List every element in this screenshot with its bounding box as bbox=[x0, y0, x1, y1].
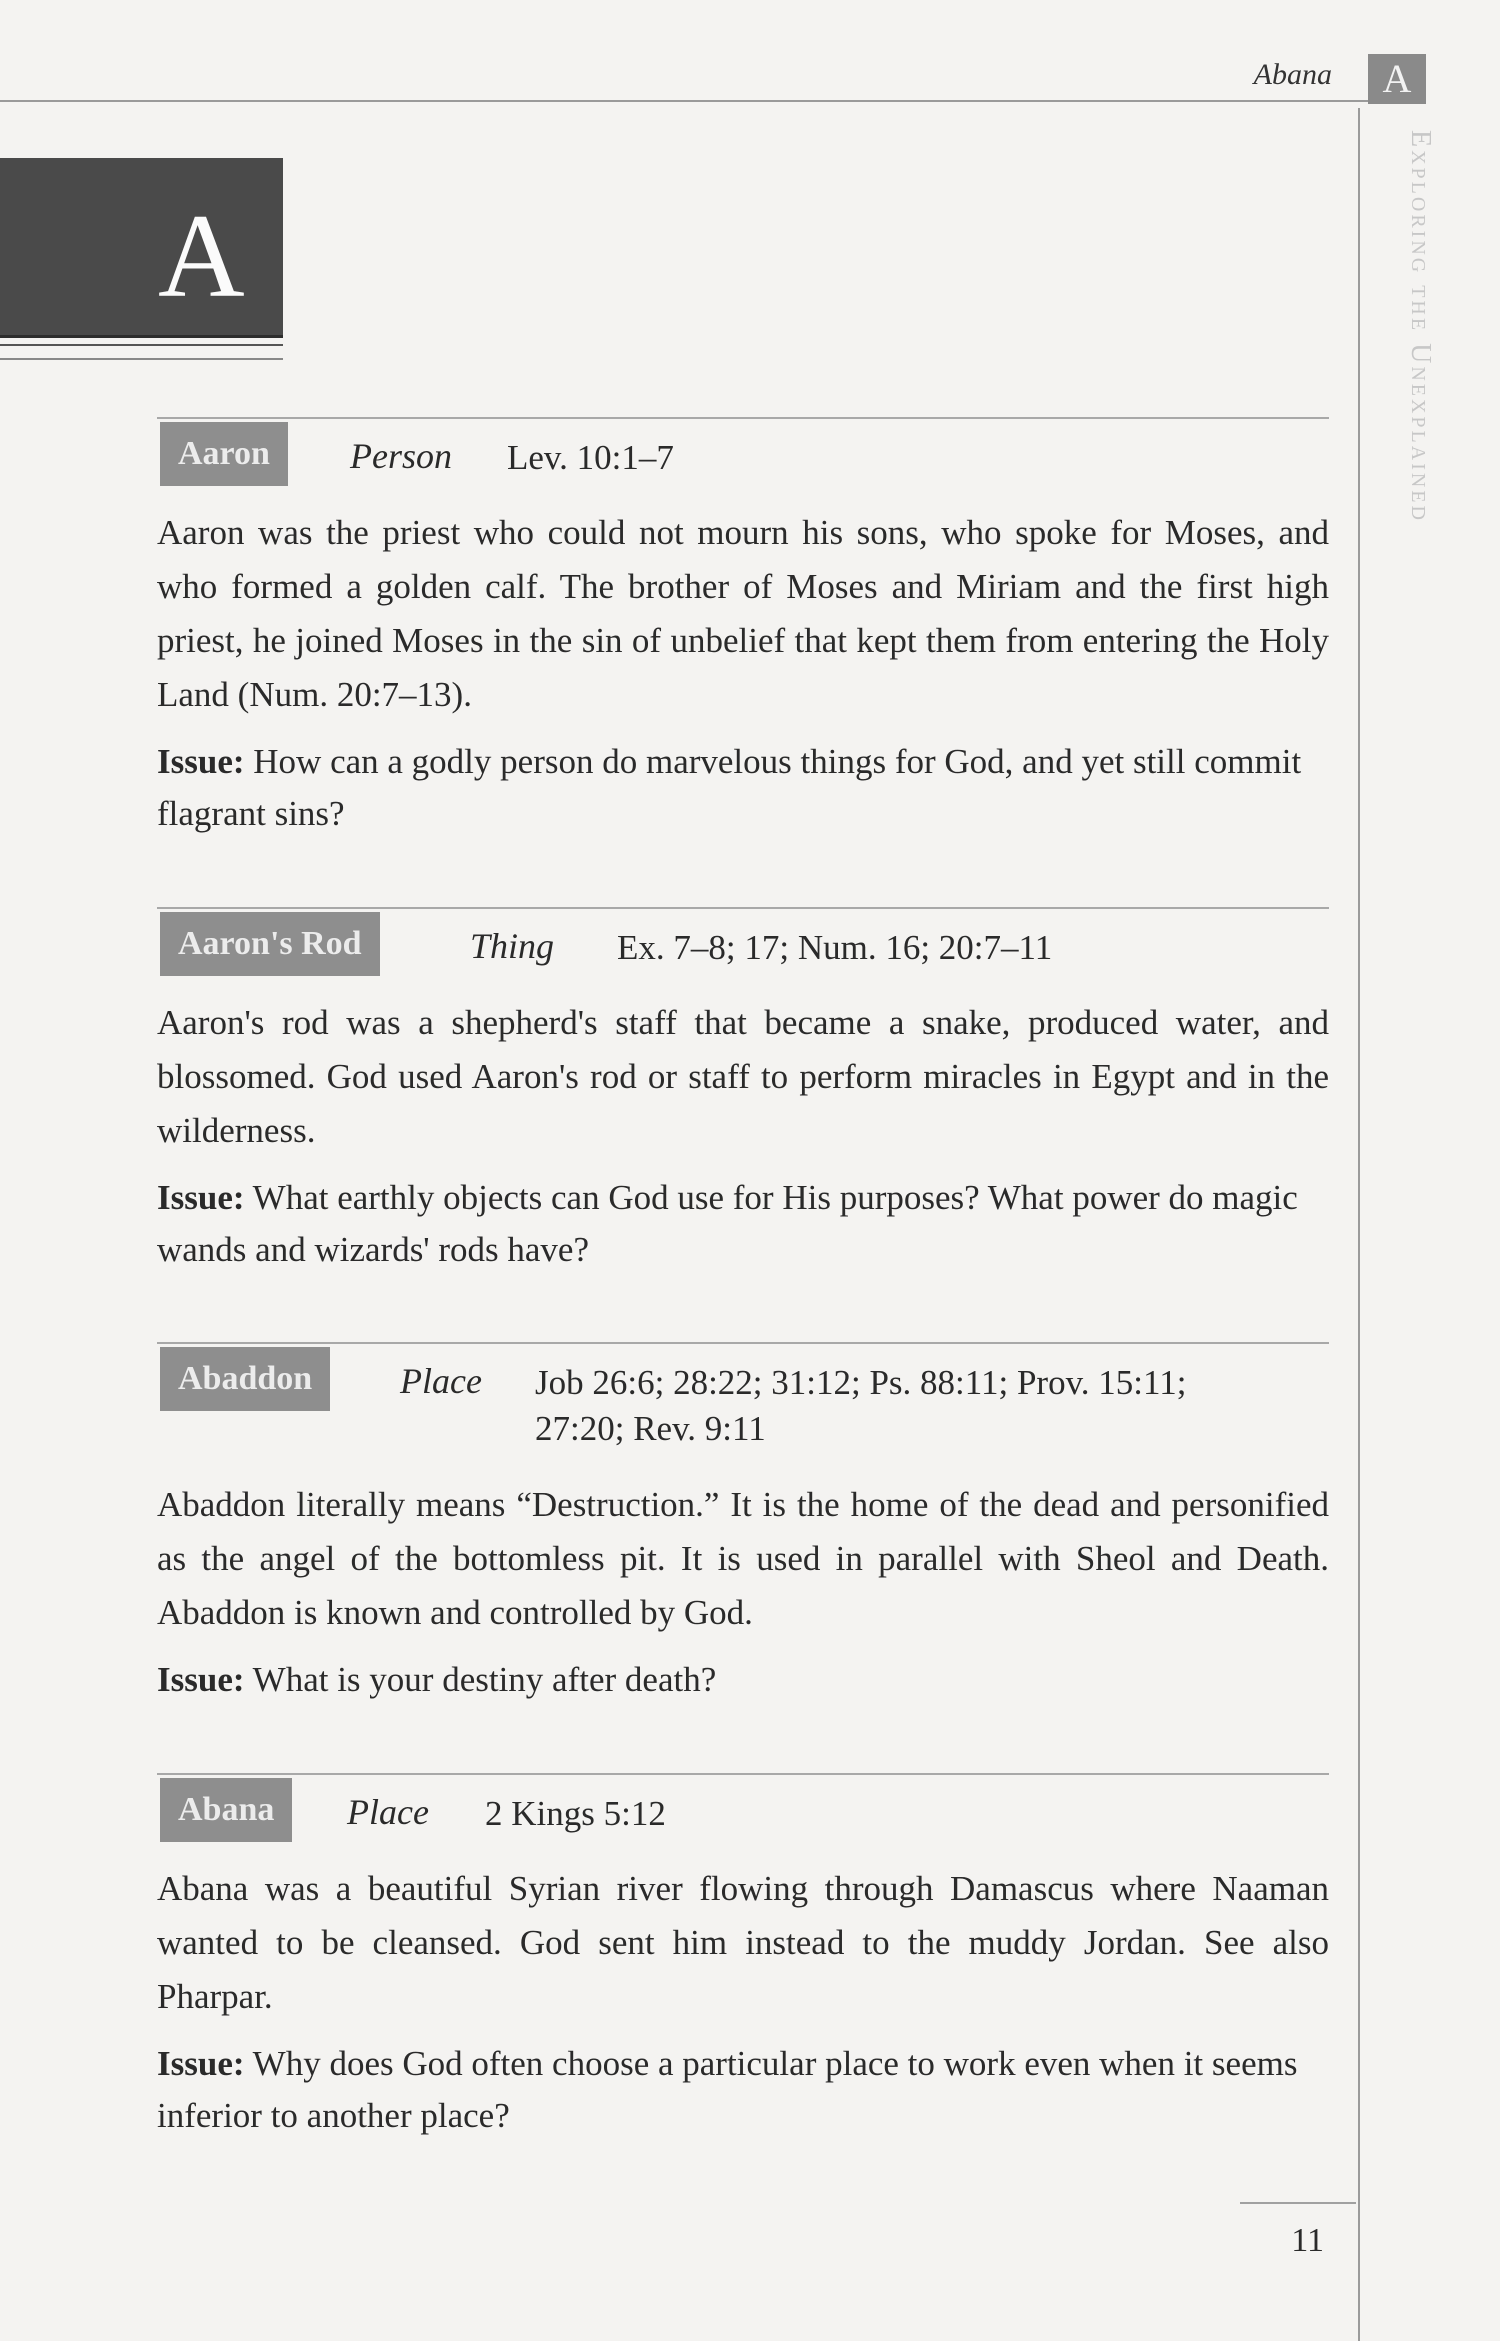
entry-rule bbox=[157, 417, 1329, 419]
entry-abaddon bbox=[157, 1342, 1329, 1706]
issue-label: Issue: bbox=[157, 1660, 245, 1699]
section-letter-block bbox=[0, 158, 283, 338]
entry-category: Thing bbox=[470, 926, 555, 966]
entry-rule bbox=[157, 1342, 1329, 1344]
entry-rule bbox=[157, 907, 1329, 909]
issue-text: Why does God often choose a particular place to work even when it seems inferior to another place? bbox=[157, 2044, 1298, 2135]
entry-references: Job 26:6; 28:22; 31:12; Ps. 88:11; Prov. 15:11; 27:20; Rev. 9:11 bbox=[535, 1363, 1187, 1448]
entry-category: Person bbox=[350, 436, 452, 476]
issue-text: How can a godly person do marvelous things for God, and yet still commit flagrant sins? bbox=[157, 742, 1302, 833]
entry-header bbox=[157, 1342, 1329, 1464]
issue-text: What is your destiny after death? bbox=[252, 1660, 717, 1699]
entry-header bbox=[157, 417, 1329, 492]
entry-name-tag: Abaddon bbox=[160, 1347, 330, 1411]
issue-text: What earthly objects can God use for His purposes? What power do magic wands and wizards' rods have? bbox=[157, 1178, 1298, 1269]
entry-issue bbox=[157, 1172, 1329, 1276]
page-edge-line bbox=[1358, 108, 1360, 2341]
entry-description: Abana was a beautiful Syrian river flowing through Damascus where Naaman wanted to be cleansed. God sent him instead to the muddy Jordan. See also Pharpar. bbox=[157, 1869, 1329, 2016]
entry-header bbox=[157, 1773, 1329, 1848]
running-head: Abana bbox=[1253, 58, 1332, 91]
entry-references: 2 Kings 5:12 bbox=[485, 1794, 666, 1833]
issue-label: Issue: bbox=[157, 742, 245, 781]
entry-category: Place bbox=[400, 1361, 482, 1401]
entry-category: Place bbox=[347, 1792, 429, 1832]
entry-aaron bbox=[157, 417, 1329, 840]
entry-issue bbox=[157, 736, 1329, 840]
vertical-book-title: Exploring the Unexplained bbox=[1405, 130, 1436, 523]
entry-issue bbox=[157, 1654, 1329, 1706]
page-number: 11 bbox=[1291, 2222, 1324, 2259]
entry-abana bbox=[157, 1773, 1329, 2142]
entry-description: Aaron's rod was a shepherd's staff that became a snake, produced water, and blossomed. God used Aaron's rod or staff to perform miracles in Egypt and in the wilderness. bbox=[157, 1003, 1329, 1150]
header-rule bbox=[0, 100, 1370, 102]
entry-rule bbox=[157, 1773, 1329, 1775]
section-tab: A bbox=[1368, 54, 1426, 104]
footer-rule bbox=[1240, 2202, 1356, 2204]
entry-name-tag: Aaron's Rod bbox=[160, 912, 380, 976]
entry-description: Abaddon literally means “Destruction.” It is the home of the dead and personified as the angel of the bottomless pit. It is used in parallel with Sheol and Death. Abaddon is known and controlled by God. bbox=[157, 1485, 1329, 1632]
entry-name-tag: Abana bbox=[160, 1778, 292, 1842]
entry-references: Ex. 7–8; 17; Num. 16; 20:7–11 bbox=[617, 928, 1053, 967]
entry-description: Aaron was the priest who could not mourn his sons, who spoke for Moses, and who formed a golden calf. The brother of Moses and Miriam and the first high priest, he joined Moses in the sin of unbelief that kept them from entering the Holy Land (Num. 20:7–13). bbox=[157, 513, 1329, 714]
entry-name-tag: Aaron bbox=[160, 422, 288, 486]
entry-issue bbox=[157, 2038, 1329, 2142]
entry-header bbox=[157, 907, 1329, 982]
entry-aarons-rod bbox=[157, 907, 1329, 1276]
section-letter: A bbox=[158, 189, 245, 322]
issue-label: Issue: bbox=[157, 1178, 245, 1217]
entry-references: Lev. 10:1–7 bbox=[507, 438, 674, 477]
section-letter-rules bbox=[0, 344, 283, 360]
issue-label: Issue: bbox=[157, 2044, 245, 2083]
